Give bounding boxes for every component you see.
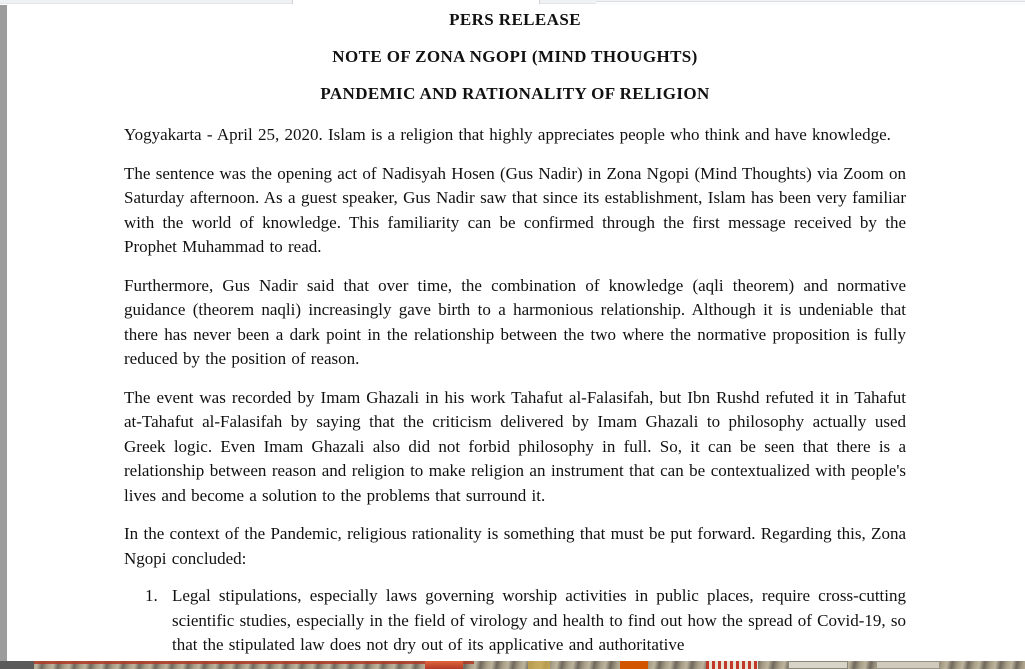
paragraph-5: In the context of the Pandemic, religious rationality is something that must be put forward. Regarding this, Zona Ngopi concluded: xyxy=(124,524,906,568)
document-viewer xyxy=(0,5,1025,661)
list-item-1-text: Legal stipulations, especially laws governing worship activities in public places, require cross-cutting scientific studies, especially in the field of virology and health to find out how the spread of Covid-19, so that the stipulated law does not dry out of its applicative and authoritative xyxy=(172,586,906,654)
taskbar-fragment-dark xyxy=(0,661,34,669)
paragraph-1: Yogyakarta - April 25, 2020. Islam is a religion that highly appreciates people who think and have knowledge. xyxy=(124,125,891,144)
wallpaper-red-streak xyxy=(34,661,474,664)
desktop-icon-fragment-dotted xyxy=(706,661,758,669)
desktop-icon-fragment-yellow xyxy=(528,661,550,669)
viewer-left-gutter xyxy=(0,5,7,661)
list-item-1-number: 1. xyxy=(145,586,158,605)
omnibox-bottom-edge xyxy=(292,0,540,4)
doc-heading-pandemic: PANDEMIC AND RATIONALITY OF RELIGION xyxy=(320,84,710,103)
desktop-window-fragment-1 xyxy=(788,661,848,669)
paragraph-4: The event was recorded by Imam Ghazali in his work Tahafut al-Falasifah, but Ibn Rushd refuted it in Tahafut at-Tahafut al-Falasifah by saying that the criticism delivered by Imam Ghazali to philosophy actually used Greek logic. Even Imam Ghazali also did not forbid philosophy in full. So, it can be seen that there is a relationship between reason and religion to make religion an instrument that can be contextualized with people's lives and become a solution to the problems that surround it. xyxy=(124,387,906,505)
document-page xyxy=(7,5,1025,661)
list-item-1 xyxy=(124,584,906,658)
doc-heading-note: NOTE OF ZONA NGOPI (MIND THOUGHTS) xyxy=(332,47,698,66)
paragraph-2: The sentence was the opening act of Nadisyah Hosen (Gus Nadir) in Zona Ngopi (Mind Thoughts) via Zoom on Saturday afternoon. As a guest speaker, Gus Nadir saw that since its establishment, Islam has been very familiar with the world of knowledge. This familiarity can be confirmed through the first message received by the Prophet Muhammad to read. xyxy=(124,163,906,256)
doc-heading-pers-release: PERS RELEASE xyxy=(449,10,581,29)
desktop-icon-fragment-orange xyxy=(620,661,648,669)
paragraph-3: Furthermore, Gus Nadir said that over time, the combination of knowledge (aqli theorem) and normative guidance (theorem naqli) increasingly gave birth to a harmonious relationship. Although it is undeniable that there has never been a dark point in the relationship between the two where the normative proposition is fully reduced by the position of reason. xyxy=(124,275,906,368)
browser-toolbar-edge xyxy=(0,0,1025,4)
desktop-window-fragment-2 xyxy=(876,661,940,669)
desktop-wallpaper-sliver[interactable] xyxy=(0,661,1025,669)
desktop-icon-fragment-red xyxy=(425,661,463,669)
